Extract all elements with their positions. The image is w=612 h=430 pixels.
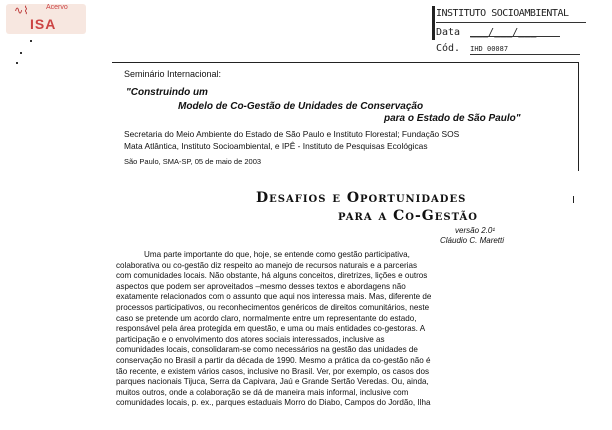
- logo-top-text: Acervo: [46, 4, 68, 11]
- body-line: exatamente relacionados com o assunto que aqui nos interessa mais. Mas, diferente de: [116, 292, 432, 302]
- body-line: responsável pela área protegida em questão, e uma ou mais entidades co-gestoras. A: [116, 324, 426, 334]
- body-line: Uma parte importante do que, hoje, se entende como gestão participativa,: [144, 250, 410, 259]
- body-line: caso se pretende um acordo claro, normalmente entre um representante do estado,: [116, 313, 417, 323]
- article-body: [116, 250, 496, 409]
- stamp-date: [436, 27, 560, 38]
- article-author: Cláudio C. Maretti: [440, 236, 505, 245]
- body-line: muitos outros, onde a colaboração se dá de maneira mais informal, inclusive com: [116, 387, 409, 397]
- seminar-title-line2: Modelo de Co-Gestão de Unidades de Conservação: [178, 101, 424, 112]
- article-title-line1: Desafios e Oportunidades: [256, 190, 467, 206]
- stamp-date-label: Data: [436, 27, 461, 38]
- scan-speck: [20, 52, 22, 54]
- stamp-bar: [432, 6, 435, 40]
- body-line: tão recente, e existem vários casos, inclusive no Brasil. Ver, por exemplo, os casos dos: [116, 366, 430, 376]
- body-line: conservação no Brasil a partir da década de 1990. Mesmo a prática da co-gestão não é: [116, 355, 431, 365]
- logo-flourish-icon: ∿⌇: [14, 4, 29, 17]
- organizers-line1: Secretaria do Meio Ambiente do Estado de São Paulo e Instituto Florestal; Fundação SOS: [124, 129, 460, 139]
- article-version: versão 2.0¹: [455, 226, 496, 235]
- body-line: com comunidades locais. Não obstante, há alguns conceitos, diretrizes, lições e outros: [116, 271, 428, 281]
- seminar-label: Seminário Internacional:: [124, 69, 222, 79]
- stamp-code-label: Cód.: [436, 43, 461, 54]
- stamp-date-value: ___/___/___: [470, 27, 560, 37]
- body-line: aspectos que podem ser aproveitados –mesmo desses textos e abordagens não: [116, 281, 406, 291]
- body-line: comunidades locais, consolidaram-se como necessários na gestão das unidades de: [116, 345, 418, 355]
- body-line: comunidades locais, p. ex., parques estaduais Morro do Diabo, Campos do Jordão, Ilha: [116, 398, 431, 408]
- seminar-header-box: [112, 62, 579, 171]
- stamp-code: [436, 43, 580, 55]
- body-line: participação e o envolvimento dos atores sociais interessados, inclusive as: [116, 334, 385, 344]
- margin-mark: [573, 196, 574, 203]
- body-line: processos participativos, ou reconhecimentos genéricos de direitos comunitários, neste: [116, 302, 430, 312]
- article-title-line2: para a Co-Gestão: [338, 208, 478, 224]
- logo-main-text: ISA: [30, 16, 57, 32]
- seminar-title-line3: para o Estado de São Paulo": [384, 113, 521, 124]
- body-line: colaborativa ou co-gestão diz respeito ao manejo de recursos naturais e a parcerias: [116, 260, 417, 270]
- seminar-title-line1: "Construindo um: [126, 87, 208, 98]
- organizers-line2: Mata Atlântica, Instituto Socioambiental, e IPÊ - Instituto de Pesquisas Ecológicas: [124, 141, 428, 151]
- archive-stamp: [430, 6, 596, 60]
- body-line: parques nacionais Tijuca, Serra da Capivara, Jaú e Grande Sertão Veredas. Ou, ainda,: [116, 377, 429, 387]
- scan-speck: [16, 62, 18, 64]
- seminar-date: São Paulo, SMA-SP, 05 de maio de 2003: [124, 157, 262, 166]
- stamp-code-value: IHD 00087: [470, 45, 580, 55]
- scan-speck: [30, 40, 32, 42]
- stamp-org: INSTITUTO SOCIOAMBIENTAL: [436, 8, 586, 23]
